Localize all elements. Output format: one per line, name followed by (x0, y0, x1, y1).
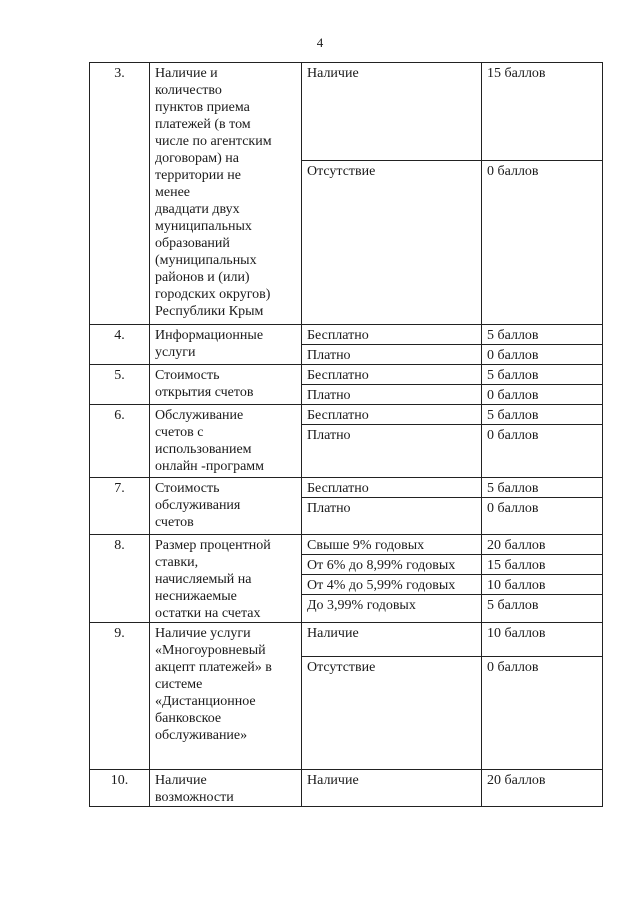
score-cell: 0 баллов (482, 498, 603, 535)
criteria-table (89, 62, 603, 807)
row-number: 5. (90, 365, 150, 405)
table-row (90, 535, 603, 555)
criterion-text: Наличие возможности (155, 773, 234, 805)
table-row (90, 478, 603, 498)
criteria-table-body (90, 63, 603, 807)
score-cell: 20 баллов (482, 770, 603, 807)
condition-cell: Бесплатно (302, 405, 482, 425)
score-cell: 0 баллов (482, 425, 603, 478)
condition-cell: Отсутствие (302, 657, 482, 770)
score-cell: 15 баллов (482, 63, 603, 161)
criterion-text: Наличие услуги «Многоуровневый акцепт платежей» в системе «Дистанционное банковское обслуживание» (155, 626, 272, 743)
criterion-cell (150, 623, 302, 770)
criterion-cell (150, 63, 302, 325)
row-number: 4. (90, 325, 150, 365)
score-cell: 5 баллов (482, 405, 603, 425)
row-number: 8. (90, 535, 150, 623)
score-cell: 5 баллов (482, 325, 603, 345)
row-number: 9. (90, 623, 150, 770)
criterion-text: Обслуживание счетов с использованием онлайн -программ (155, 408, 265, 474)
score-cell: 10 баллов (482, 575, 603, 595)
row-number: 6. (90, 405, 150, 478)
criterion-text: Информационные услуги (155, 328, 264, 360)
score-cell: 20 баллов (482, 535, 603, 555)
table-row (90, 405, 603, 425)
table-row (90, 63, 603, 161)
condition-cell: Наличие (302, 63, 482, 161)
condition-cell: Наличие (302, 623, 482, 657)
condition-cell: Отсутствие (302, 161, 482, 325)
row-number: 7. (90, 478, 150, 535)
score-cell: 5 баллов (482, 365, 603, 385)
score-cell: 5 баллов (482, 595, 603, 623)
score-cell: 10 баллов (482, 623, 603, 657)
condition-cell: Платно (302, 345, 482, 365)
table-row (90, 770, 603, 807)
condition-cell: Бесплатно (302, 325, 482, 345)
row-number: 10. (90, 770, 150, 807)
condition-cell: Бесплатно (302, 365, 482, 385)
criterion-cell (150, 478, 302, 535)
criterion-text: Наличие и количество пунктов приема платежей (в том числе по агентским договорам) на территории не менее двадцати двух муниципальных образований (муниципальных районов и (или) городских округов) Республики Крым (155, 66, 272, 319)
condition-cell: От 6% до 8,99% годовых (302, 555, 482, 575)
condition-cell: От 4% до 5,99% годовых (302, 575, 482, 595)
condition-cell: До 3,99% годовых (302, 595, 482, 623)
condition-cell: Платно (302, 385, 482, 405)
criterion-cell (150, 770, 302, 807)
table-row (90, 325, 603, 345)
criterion-cell (150, 535, 302, 623)
score-cell: 15 баллов (482, 555, 603, 575)
score-cell: 5 баллов (482, 478, 603, 498)
criterion-text: Стоимость открытия счетов (155, 368, 254, 400)
condition-cell: Платно (302, 425, 482, 478)
condition-cell: Бесплатно (302, 478, 482, 498)
criterion-text: Стоимость обслуживания счетов (155, 481, 241, 530)
condition-cell: Наличие (302, 770, 482, 807)
row-number: 3. (90, 63, 150, 325)
score-cell: 0 баллов (482, 345, 603, 365)
table-row (90, 623, 603, 657)
score-cell: 0 баллов (482, 161, 603, 325)
criterion-cell (150, 405, 302, 478)
criterion-cell (150, 365, 302, 405)
condition-cell: Платно (302, 498, 482, 535)
score-cell: 0 баллов (482, 385, 603, 405)
criterion-cell (150, 325, 302, 365)
page-number: 4 (316, 35, 324, 50)
criterion-text: Размер процентной ставки, начисляемый на неснижаемые остатки на счетах (155, 538, 271, 621)
condition-cell: Свыше 9% годовых (302, 535, 482, 555)
table-row (90, 365, 603, 385)
score-cell: 0 баллов (482, 657, 603, 770)
